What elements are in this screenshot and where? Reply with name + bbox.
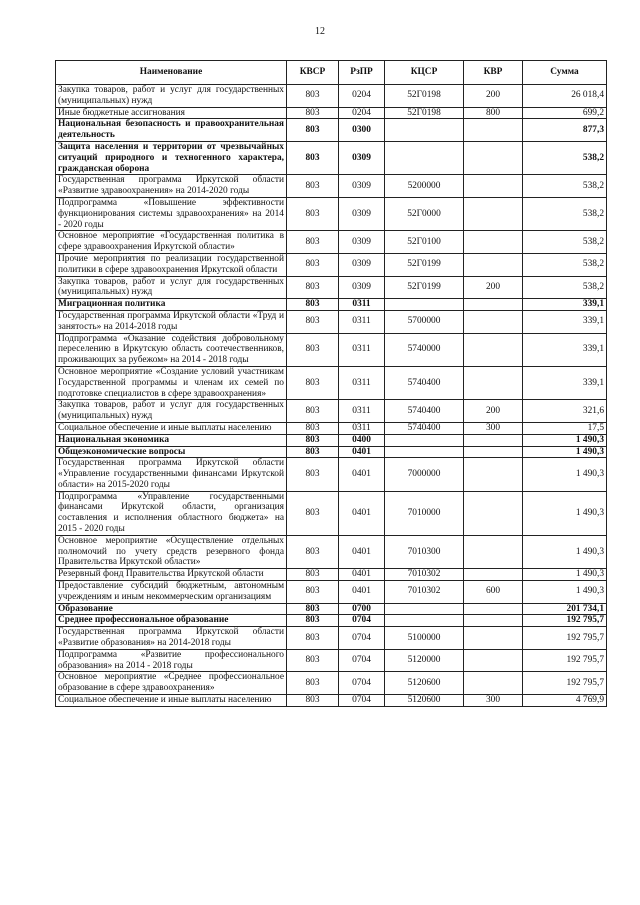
cell-rzpr: 0204 xyxy=(339,85,385,108)
cell-name: Миграционная политика xyxy=(56,299,287,311)
cell-kvsr: 803 xyxy=(287,253,339,276)
cell-kvsr: 803 xyxy=(287,231,339,254)
cell-name: Подпрограмма «Развитие профессионального образования» на 2014 - 2018 годы xyxy=(56,649,287,672)
cell-rzpr: 0300 xyxy=(339,119,385,142)
table-row xyxy=(56,107,607,119)
cell-kcsr: 7010000 xyxy=(385,491,464,535)
cell-kvsr: 803 xyxy=(287,535,339,568)
header-rzpr: РзПР xyxy=(339,61,385,85)
cell-kcsr: 5100000 xyxy=(385,627,464,650)
cell-name: Национальная безопасность и правоохранительная деятельность xyxy=(56,119,287,142)
cell-kvr xyxy=(464,141,523,174)
table-row xyxy=(56,672,607,695)
cell-name: Прочие мероприятия по реализации государственной политики в сфере здравоохранения Иркутской области xyxy=(56,253,287,276)
table-row xyxy=(56,119,607,142)
cell-kcsr: 7010302 xyxy=(385,581,464,604)
cell-rzpr: 0311 xyxy=(339,366,385,399)
cell-kvr xyxy=(464,253,523,276)
header-row xyxy=(56,61,607,85)
cell-rzpr: 0311 xyxy=(339,400,385,423)
cell-kvsr: 803 xyxy=(287,615,339,627)
cell-name: Закупка товаров, работ и услуг для государственных (муниципальных) нужд xyxy=(56,276,287,299)
cell-kvsr: 803 xyxy=(287,107,339,119)
table-row xyxy=(56,491,607,535)
cell-sum: 1 490,3 xyxy=(523,434,607,446)
cell-kcsr: 5700000 xyxy=(385,310,464,333)
cell-kcsr xyxy=(385,299,464,311)
budget-table xyxy=(55,60,607,707)
cell-rzpr: 0309 xyxy=(339,141,385,174)
cell-rzpr: 0204 xyxy=(339,107,385,119)
cell-rzpr: 0311 xyxy=(339,422,385,434)
cell-sum: 339,1 xyxy=(523,299,607,311)
cell-kvsr: 803 xyxy=(287,175,339,198)
cell-sum: 321,6 xyxy=(523,400,607,423)
cell-name: Предоставление субсидий бюджетным, автономным учреждениям и иным некоммерческим организациям xyxy=(56,581,287,604)
cell-kcsr: 52Г0198 xyxy=(385,85,464,108)
cell-name: Социальное обеспечение и иные выплаты населению xyxy=(56,422,287,434)
cell-rzpr: 0704 xyxy=(339,695,385,707)
cell-kvr xyxy=(464,366,523,399)
cell-sum: 1 490,3 xyxy=(523,569,607,581)
cell-rzpr: 0401 xyxy=(339,491,385,535)
table-header xyxy=(56,61,607,85)
cell-sum: 538,2 xyxy=(523,141,607,174)
cell-sum: 1 490,3 xyxy=(523,535,607,568)
cell-rzpr: 0311 xyxy=(339,333,385,366)
cell-kvsr: 803 xyxy=(287,649,339,672)
cell-kcsr: 5120600 xyxy=(385,695,464,707)
cell-sum: 1 490,3 xyxy=(523,491,607,535)
cell-kvsr: 803 xyxy=(287,299,339,311)
cell-sum: 192 795,7 xyxy=(523,615,607,627)
cell-sum: 538,2 xyxy=(523,276,607,299)
table-row xyxy=(56,276,607,299)
cell-name: Защита населения и территории от чрезвычайных ситуаций природного и техногенного характера, гражданская оборона xyxy=(56,141,287,174)
cell-kcsr: 7000000 xyxy=(385,458,464,491)
cell-kvr: 600 xyxy=(464,581,523,604)
cell-kvr xyxy=(464,615,523,627)
cell-kvsr: 803 xyxy=(287,310,339,333)
cell-rzpr: 0401 xyxy=(339,458,385,491)
cell-sum: 192 795,7 xyxy=(523,649,607,672)
cell-sum: 201 734,1 xyxy=(523,603,607,615)
cell-name: Общеэкономические вопросы xyxy=(56,446,287,458)
cell-sum: 1 490,3 xyxy=(523,458,607,491)
cell-sum: 339,1 xyxy=(523,333,607,366)
cell-name: Национальная экономика xyxy=(56,434,287,446)
cell-name: Государственная программа Иркутской области «Управление государственными финансами Иркутской области» на 2015-2020 годы xyxy=(56,458,287,491)
cell-kvsr: 803 xyxy=(287,695,339,707)
cell-name: Государственная программа Иркутской области «Труд и занятость» на 2014-2018 годы xyxy=(56,310,287,333)
cell-name: Закупка товаров, работ и услуг для государственных (муниципальных) нужд xyxy=(56,400,287,423)
header-kvr: КВР xyxy=(464,61,523,85)
cell-sum: 538,2 xyxy=(523,231,607,254)
cell-kcsr: 52Г0199 xyxy=(385,253,464,276)
table-row xyxy=(56,695,607,707)
table-body xyxy=(56,85,607,707)
cell-kcsr: 5120000 xyxy=(385,649,464,672)
cell-name: Основное мероприятие «Государственная политика в сфере здравоохранения Иркутской области» xyxy=(56,231,287,254)
cell-rzpr: 0309 xyxy=(339,197,385,230)
table-row xyxy=(56,458,607,491)
header-kcsr: КЦСР xyxy=(385,61,464,85)
cell-sum: 1 490,3 xyxy=(523,446,607,458)
cell-kcsr: 5740000 xyxy=(385,333,464,366)
cell-name: Социальное обеспечение и иные выплаты населению xyxy=(56,695,287,707)
cell-sum: 538,2 xyxy=(523,253,607,276)
cell-rzpr: 0309 xyxy=(339,175,385,198)
table-row xyxy=(56,422,607,434)
cell-kvr xyxy=(464,569,523,581)
cell-name: Закупка товаров, работ и услуг для государственных (муниципальных) нужд xyxy=(56,85,287,108)
cell-kcsr: 5740400 xyxy=(385,422,464,434)
cell-kcsr: 5740400 xyxy=(385,400,464,423)
cell-sum: 538,2 xyxy=(523,175,607,198)
cell-kvr xyxy=(464,458,523,491)
table-row xyxy=(56,253,607,276)
cell-kvsr: 803 xyxy=(287,491,339,535)
cell-kcsr xyxy=(385,119,464,142)
table-row xyxy=(56,603,607,615)
cell-name: Среднее профессиональное образование xyxy=(56,615,287,627)
table-row xyxy=(56,299,607,311)
cell-kvr: 200 xyxy=(464,400,523,423)
cell-sum: 339,1 xyxy=(523,366,607,399)
cell-kcsr xyxy=(385,615,464,627)
cell-kvsr: 803 xyxy=(287,446,339,458)
table-row xyxy=(56,649,607,672)
cell-kvr xyxy=(464,231,523,254)
cell-kvsr: 803 xyxy=(287,581,339,604)
cell-name: Основное мероприятие «Среднее профессиональное образование в сфере здравоохранения» xyxy=(56,672,287,695)
cell-kvsr: 803 xyxy=(287,434,339,446)
cell-kvr xyxy=(464,434,523,446)
cell-kcsr: 5200000 xyxy=(385,175,464,198)
cell-kvsr: 803 xyxy=(287,85,339,108)
cell-kvsr: 803 xyxy=(287,119,339,142)
cell-kvr xyxy=(464,333,523,366)
cell-kcsr: 7010302 xyxy=(385,569,464,581)
cell-name: Иные бюджетные ассигнования xyxy=(56,107,287,119)
cell-rzpr: 0311 xyxy=(339,310,385,333)
cell-rzpr: 0309 xyxy=(339,253,385,276)
cell-kcsr: 5120600 xyxy=(385,672,464,695)
cell-rzpr: 0704 xyxy=(339,672,385,695)
cell-kvsr: 803 xyxy=(287,366,339,399)
cell-kvsr: 803 xyxy=(287,569,339,581)
cell-kcsr: 7010300 xyxy=(385,535,464,568)
table-row xyxy=(56,197,607,230)
cell-sum: 1 490,3 xyxy=(523,581,607,604)
cell-kcsr: 52Г0198 xyxy=(385,107,464,119)
table-row xyxy=(56,310,607,333)
cell-rzpr: 0704 xyxy=(339,649,385,672)
cell-kvsr: 803 xyxy=(287,141,339,174)
cell-rzpr: 0309 xyxy=(339,231,385,254)
cell-kvsr: 803 xyxy=(287,672,339,695)
cell-sum: 699,2 xyxy=(523,107,607,119)
cell-kvr xyxy=(464,175,523,198)
cell-sum: 26 018,4 xyxy=(523,85,607,108)
table-row xyxy=(56,400,607,423)
cell-name: Основное мероприятие «Создание условий участникам Государственной программы и членам их семей по подготовке специалистов в сфере здравоохранения» xyxy=(56,366,287,399)
cell-name: Образование xyxy=(56,603,287,615)
table-row xyxy=(56,175,607,198)
table-row xyxy=(56,535,607,568)
table-row xyxy=(56,615,607,627)
cell-name: Резервный фонд Правительства Иркутской области xyxy=(56,569,287,581)
cell-name: Подпрограмма «Оказание содействия добровольному переселению в Иркутскую область соотечественников, проживающих за рубежом» на 2014 - 2018 годы xyxy=(56,333,287,366)
header-name: Наименование xyxy=(56,61,287,85)
cell-kvr xyxy=(464,535,523,568)
cell-rzpr: 0704 xyxy=(339,615,385,627)
cell-kvr xyxy=(464,672,523,695)
cell-kvr xyxy=(464,491,523,535)
table-row xyxy=(56,446,607,458)
cell-rzpr: 0700 xyxy=(339,603,385,615)
table-row xyxy=(56,581,607,604)
cell-kvr xyxy=(464,446,523,458)
cell-kvr: 300 xyxy=(464,695,523,707)
cell-kvr: 300 xyxy=(464,422,523,434)
cell-rzpr: 0704 xyxy=(339,627,385,650)
cell-kvsr: 803 xyxy=(287,197,339,230)
cell-kvr xyxy=(464,310,523,333)
cell-name: Основное мероприятие «Осуществление отдельных полномочий по учету средств резервного фонда Правительства Иркутской области» xyxy=(56,535,287,568)
cell-sum: 192 795,7 xyxy=(523,672,607,695)
cell-kcsr xyxy=(385,446,464,458)
cell-kvr xyxy=(464,649,523,672)
cell-sum: 192 795,7 xyxy=(523,627,607,650)
cell-kvr xyxy=(464,299,523,311)
cell-kvr xyxy=(464,627,523,650)
cell-kvsr: 803 xyxy=(287,627,339,650)
cell-kcsr: 52Г0199 xyxy=(385,276,464,299)
cell-kcsr xyxy=(385,434,464,446)
cell-rzpr: 0311 xyxy=(339,299,385,311)
cell-kvsr: 803 xyxy=(287,458,339,491)
cell-kvsr: 803 xyxy=(287,400,339,423)
table-row xyxy=(56,569,607,581)
cell-name: Подпрограмма «Управление государственными финансами Иркутской области, организация составления и исполнения областного бюджета» на 2015 - 2020 годы xyxy=(56,491,287,535)
cell-kvsr: 803 xyxy=(287,603,339,615)
cell-kvsr: 803 xyxy=(287,333,339,366)
page-number: 12 xyxy=(315,26,325,37)
table-row xyxy=(56,333,607,366)
cell-sum: 339,1 xyxy=(523,310,607,333)
cell-sum: 17,5 xyxy=(523,422,607,434)
cell-kcsr xyxy=(385,141,464,174)
cell-kcsr: 52Г0100 xyxy=(385,231,464,254)
cell-kvr xyxy=(464,197,523,230)
table-row xyxy=(56,627,607,650)
table-row xyxy=(56,434,607,446)
table-row xyxy=(56,231,607,254)
cell-name: Государственная программа Иркутской области «Развитие образования» на 2014-2018 годы xyxy=(56,627,287,650)
table-row xyxy=(56,366,607,399)
cell-sum: 4 769,9 xyxy=(523,695,607,707)
cell-name: Подпрограмма «Повышение эффективности функционирования системы здравоохранения» на 2014 - 2020 годы xyxy=(56,197,287,230)
header-sum: Сумма xyxy=(523,61,607,85)
cell-rzpr: 0309 xyxy=(339,276,385,299)
cell-rzpr: 0401 xyxy=(339,581,385,604)
cell-kvsr: 803 xyxy=(287,422,339,434)
cell-kvr: 200 xyxy=(464,276,523,299)
cell-sum: 538,2 xyxy=(523,197,607,230)
cell-kvr xyxy=(464,119,523,142)
table-row xyxy=(56,141,607,174)
cell-rzpr: 0401 xyxy=(339,535,385,568)
cell-kvsr: 803 xyxy=(287,276,339,299)
cell-kvr: 200 xyxy=(464,85,523,108)
cell-kcsr: 5740400 xyxy=(385,366,464,399)
cell-kvr: 800 xyxy=(464,107,523,119)
cell-kcsr xyxy=(385,603,464,615)
cell-sum: 877,3 xyxy=(523,119,607,142)
cell-rzpr: 0401 xyxy=(339,446,385,458)
cell-rzpr: 0400 xyxy=(339,434,385,446)
cell-rzpr: 0401 xyxy=(339,569,385,581)
cell-kvr xyxy=(464,603,523,615)
cell-name: Государственная программа Иркутской области «Развитие здравоохранения» на 2014-2020 годы xyxy=(56,175,287,198)
cell-kcsr: 52Г0000 xyxy=(385,197,464,230)
header-kvsr: КВСР xyxy=(287,61,339,85)
table-row xyxy=(56,85,607,108)
